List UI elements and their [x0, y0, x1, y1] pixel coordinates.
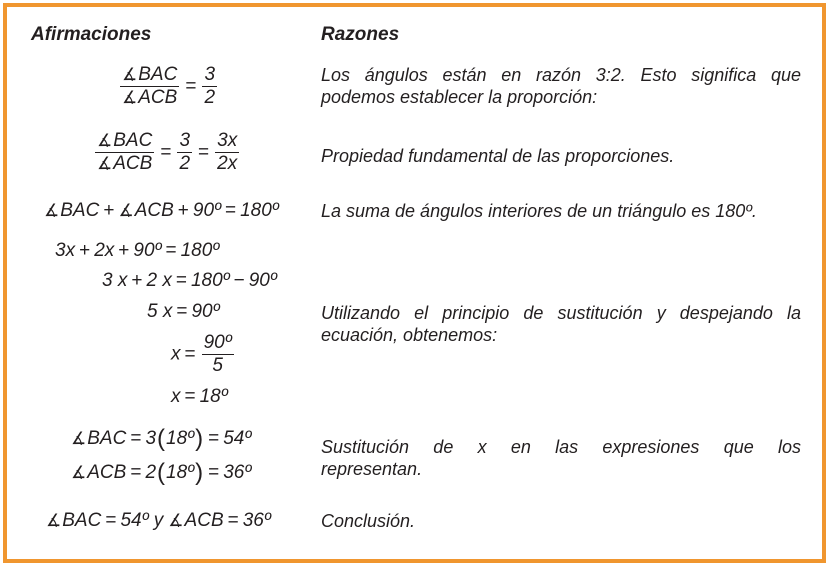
- statement-equation-1: 3x + 2x + 90º = 180º: [55, 240, 220, 261]
- statement-proportion: $\frac{\text{∡BAC}}{\text{∡ACB}}$ = $\frac{3}{2}$ = $\frac{3x}{2x}$: [97, 130, 238, 174]
- ratio-fraction: $\frac{3}{2}$: [204, 64, 216, 108]
- statement-ratio: $\frac{\text{∡BAC}}{\text{∡ACB}}$ = $\frac{3}{2}$: [122, 64, 216, 108]
- reason-ratio-line1: Los ángulos están en razón 3:2. Esto significa que: [321, 65, 801, 85]
- statement-conclusion: ∡BAC = 54º y ∡ACB = 36º: [46, 510, 271, 531]
- reason-x-substitution-line1: Sustitución de x en las expresiones que los: [321, 437, 801, 457]
- header-reasons: Razones: [321, 24, 400, 45]
- angle-ratio-fraction: $\frac{\text{∡BAC}}{\text{∡ACB}}$: [122, 64, 178, 108]
- statement-equation-4: x = $\frac{\text{90º}}{5}$: [171, 332, 232, 376]
- statement-solution: x = 18º: [171, 386, 228, 407]
- statement-equation-2: 3 x + 2 x = 180º − 90º: [102, 270, 277, 291]
- reason-substitution-line1: Utilizando el principio de sustitución y despejando la: [321, 303, 801, 323]
- reason-conclusion: Conclusión.: [321, 511, 416, 531]
- statement-bac-value: ∡BAC = 3(18º) = 54º: [71, 425, 252, 452]
- reason-substitution-line2: ecuación, obtenemos:: [321, 325, 498, 345]
- statement-angle-sum: ∡BAC + ∡ACB + 90º = 180º: [44, 200, 279, 221]
- header-statements: Afirmaciones: [31, 24, 152, 45]
- reason-proportion: Propiedad fundamental de las proporciones.: [321, 146, 675, 166]
- statement-equation-3: 5 x = 90º: [147, 301, 220, 322]
- reason-x-substitution-line2: representan.: [321, 459, 423, 479]
- statement-acb-value: ∡ACB = 2(18º) = 36º: [71, 459, 252, 486]
- reason-angle-sum: La suma de ángulos interiores de un triángulo es 180º.: [321, 201, 757, 221]
- reason-ratio-line2: podemos establecer la proporción:: [321, 87, 598, 107]
